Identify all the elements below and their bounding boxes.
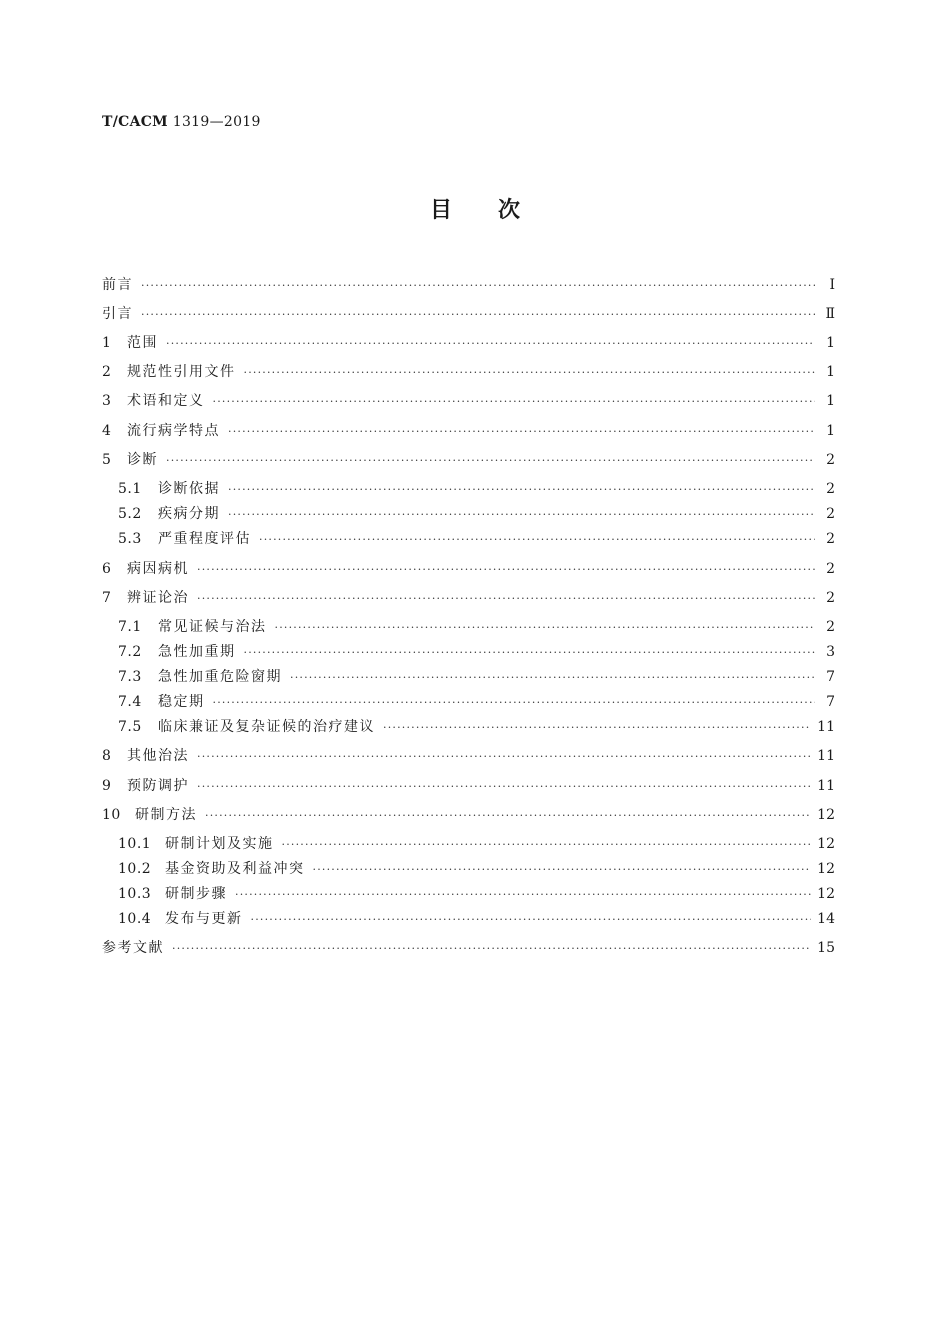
- toc-dot-leader: [244, 363, 816, 383]
- toc-dot-leader: [235, 885, 811, 905]
- toc-dot-leader: [228, 480, 815, 500]
- toc-entry-section-4[interactable]: [102, 421, 835, 441]
- toc-dot-leader: [251, 910, 812, 930]
- toc-entry-section-7-3[interactable]: [118, 667, 835, 687]
- toc-entry-number: 10.4: [118, 911, 152, 927]
- toc-entry-number: 9: [102, 778, 112, 794]
- toc-entry-section-10-3[interactable]: [118, 884, 835, 904]
- toc-entry-page: 2: [826, 561, 835, 577]
- toc-entry-number: 7.5: [118, 719, 142, 735]
- toc-entry-page: 12: [817, 861, 835, 877]
- toc-entry-number: 7.4: [118, 694, 142, 710]
- toc-dot-leader: [141, 305, 815, 325]
- toc-entry-section-10[interactable]: [102, 805, 835, 825]
- toc-dot-leader: [141, 276, 815, 296]
- toc-entry-page: 1: [826, 393, 835, 409]
- toc-entry-label: 术语和定义: [127, 393, 205, 409]
- toc-entry-preface[interactable]: [102, 275, 835, 295]
- toc-entry-introduction[interactable]: [102, 304, 835, 324]
- toc-entry-page: 12: [817, 886, 835, 902]
- toc-entry-number: 5: [102, 452, 112, 468]
- toc-entry-number: 5.3: [118, 531, 142, 547]
- toc-dot-leader: [313, 860, 812, 880]
- page-title: 目次: [429, 198, 566, 223]
- toc-entry-page: 15: [817, 940, 835, 956]
- toc-entry-number: 1: [102, 335, 112, 351]
- toc-dot-leader: [282, 835, 812, 855]
- toc-entry-section-7[interactable]: [102, 588, 835, 608]
- toc-dot-leader: [213, 392, 816, 412]
- toc-dot-leader: [166, 451, 815, 471]
- toc-entry-section-7-2[interactable]: [118, 642, 835, 662]
- toc-entry-page: 7: [826, 669, 835, 685]
- toc-entry-section-10-1[interactable]: [118, 834, 835, 854]
- standard-code-prefix: T/CACM: [102, 114, 168, 130]
- toc-entry-page: 1: [826, 335, 835, 351]
- toc-dot-leader: [166, 334, 815, 354]
- toc-entry-page: 12: [817, 807, 835, 823]
- toc-entry-label: 诊断依据: [158, 481, 220, 497]
- toc-entry-number: 10: [102, 807, 121, 823]
- toc-dot-leader: [197, 777, 811, 797]
- toc-entry-label: 前言: [102, 277, 133, 293]
- toc-entry-page: 2: [826, 452, 835, 468]
- toc-entry-page: 1: [826, 364, 835, 380]
- toc-entry-section-5-3[interactable]: [118, 529, 835, 549]
- toc-entry-label: 辨证论治: [127, 590, 189, 606]
- toc-entry-label: 其他治法: [127, 748, 189, 764]
- toc-entry-page: 12: [817, 836, 835, 852]
- toc-entry-label: 疾病分期: [158, 506, 220, 522]
- toc-entry-page: 7: [826, 694, 835, 710]
- toc-entry-number: 7.1: [118, 619, 142, 635]
- toc-entry-label: 范围: [127, 335, 158, 351]
- toc-entry-section-5[interactable]: [102, 450, 835, 470]
- toc-entry-label: 临床兼证及复杂证候的治疗建议: [158, 719, 375, 735]
- toc-entry-section-5-2[interactable]: [118, 504, 835, 524]
- toc-entry-section-8[interactable]: [102, 746, 835, 766]
- standard-code-number: 1319—2019: [172, 114, 261, 130]
- toc-entry-label: 常见证候与治法: [158, 619, 267, 635]
- toc-dot-leader: [213, 693, 816, 713]
- toc-dot-leader: [205, 806, 811, 826]
- toc-dot-leader: [197, 747, 811, 767]
- toc-dot-leader: [259, 530, 815, 550]
- toc-entry-page: 14: [817, 911, 835, 927]
- toc-entry-label: 诊断: [127, 452, 158, 468]
- toc-entry-number: 4: [102, 423, 112, 439]
- toc-entry-number: 5.1: [118, 481, 142, 497]
- toc-entry-section-7-5[interactable]: [118, 717, 835, 737]
- toc-entry-page: 2: [826, 619, 835, 635]
- toc-entry-page: 2: [826, 481, 835, 497]
- toc-entry-number: 10.2: [118, 861, 152, 877]
- toc-entry-label: 急性加重危险窗期: [158, 669, 282, 685]
- toc-entry-page: 2: [826, 531, 835, 547]
- toc-entry-section-10-2[interactable]: [118, 859, 835, 879]
- toc-dot-leader: [228, 505, 815, 525]
- toc-entry-section-9[interactable]: [102, 776, 835, 796]
- toc-dot-leader: [244, 643, 816, 663]
- toc-entry-section-2[interactable]: [102, 362, 835, 382]
- toc-entry-label: 研制步骤: [165, 886, 227, 902]
- toc-dot-leader: [228, 422, 815, 442]
- toc-entry-number: 2: [102, 364, 112, 380]
- toc-entry-label: 预防调护: [127, 778, 189, 794]
- toc-dot-leader: [172, 939, 811, 959]
- toc-dot-leader: [197, 589, 815, 609]
- toc-entry-page: 2: [826, 590, 835, 606]
- toc-entry-number: 5.2: [118, 506, 142, 522]
- toc-entry-section-10-4[interactable]: [118, 909, 835, 929]
- toc-entry-page: 3: [826, 644, 835, 660]
- toc-entry-number: 3: [102, 393, 112, 409]
- toc-entry-page: Ⅰ: [829, 277, 835, 293]
- toc-entry-number: 8: [102, 748, 112, 764]
- toc-entry-page: 11: [817, 719, 835, 735]
- toc-entry-page: 1: [826, 423, 835, 439]
- toc-entry-number: 10.3: [118, 886, 152, 902]
- toc-entry-references[interactable]: [102, 938, 835, 958]
- toc-dot-leader: [383, 718, 811, 738]
- toc-dot-leader: [275, 618, 816, 638]
- toc-entry-label: 稳定期: [158, 694, 205, 710]
- toc-entry-label: 参考文献: [102, 940, 164, 956]
- toc-entry-section-7-1[interactable]: [118, 617, 835, 637]
- toc-entry-page: Ⅱ: [825, 306, 835, 322]
- toc-entry-page: 11: [817, 748, 835, 764]
- toc-entry-section-5-1[interactable]: [118, 479, 835, 499]
- toc-entry-label: 急性加重期: [158, 644, 236, 660]
- toc-entry-label: 研制计划及实施: [165, 836, 274, 852]
- toc-entry-label: 流行病学特点: [127, 423, 220, 439]
- toc-entry-number: 7.3: [118, 669, 142, 685]
- toc-entry-label: 研制方法: [135, 807, 197, 823]
- toc-entry-section-3[interactable]: [102, 391, 835, 411]
- toc-entry-section-6[interactable]: [102, 559, 835, 579]
- toc-entry-label: 基金资助及利益冲突: [165, 861, 305, 877]
- toc-dot-leader: [197, 560, 815, 580]
- toc-entry-page: 11: [817, 778, 835, 794]
- toc-entry-number: 7.2: [118, 644, 142, 660]
- toc-entry-label: 发布与更新: [165, 911, 243, 927]
- toc-entry-number: 10.1: [118, 836, 152, 852]
- toc-entry-label: 严重程度评估: [158, 531, 251, 547]
- toc-dot-leader: [290, 668, 815, 688]
- toc-entry-label: 病因病机: [127, 561, 189, 577]
- toc-entry-section-7-4[interactable]: [118, 692, 835, 712]
- toc-entry-label: 规范性引用文件: [127, 364, 236, 380]
- toc-entry-number: 6: [102, 561, 112, 577]
- toc-entry-section-1[interactable]: [102, 333, 835, 353]
- toc-entry-page: 2: [826, 506, 835, 522]
- toc-entry-number: 7: [102, 590, 112, 606]
- toc-entry-label: 引言: [102, 306, 133, 322]
